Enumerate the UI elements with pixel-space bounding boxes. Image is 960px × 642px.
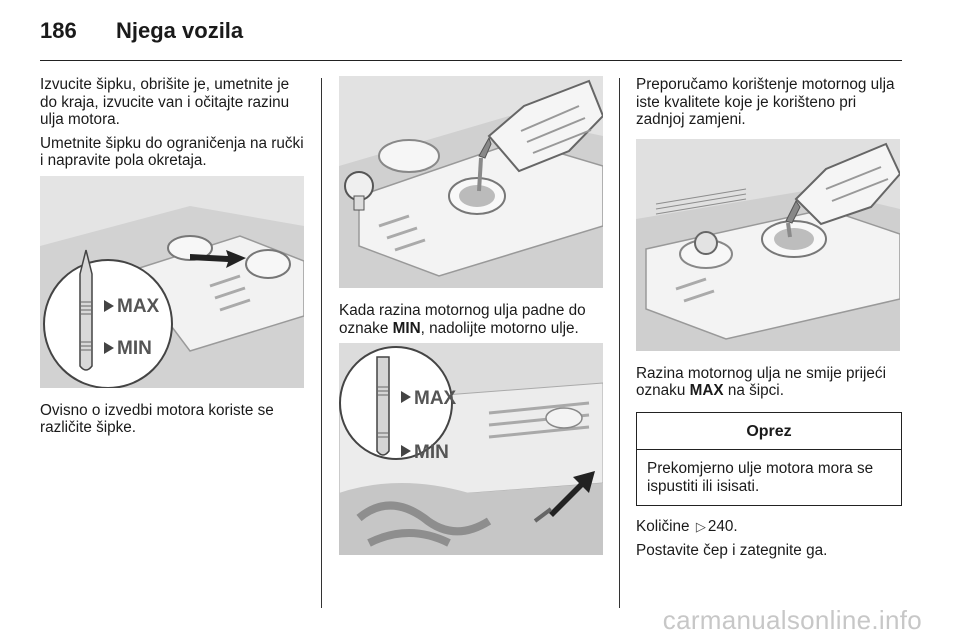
max-level-text	[636, 365, 902, 400]
quantities-label: Količine	[636, 518, 690, 535]
dipstick-location-illustration	[339, 343, 603, 555]
dipstick-instruction-text: Izvucite šipku, obrišite je, umetnite je do kraja, izvucite van i očitajte razinu ulja motora.	[40, 76, 290, 128]
dipstick-variants-text: Ovisno o izvedbi motora koriste se različite šipke.	[40, 401, 274, 436]
oil-refill-illustration	[636, 139, 900, 351]
fig3-min-label: MIN	[414, 442, 449, 463]
column-divider-1	[321, 78, 322, 608]
quantities-page-link[interactable]: 240.	[707, 518, 738, 535]
fig3-max-label: MAX	[414, 388, 457, 409]
fig1-max-label: MAX	[117, 295, 160, 317]
quantities-reference	[636, 518, 902, 536]
min-text-part2: , nadolijte motorno ulje.	[420, 319, 579, 337]
dipstick-illustration	[40, 176, 304, 388]
min-level-text	[339, 302, 604, 337]
header-divider	[40, 60, 902, 61]
page-number: 186	[40, 18, 77, 43]
page-header	[40, 18, 243, 48]
caution-box	[636, 412, 902, 507]
min-keyword: MIN	[392, 319, 421, 337]
page-title: Njega vozila	[116, 18, 244, 43]
column-divider-2	[619, 78, 620, 608]
column-2	[339, 76, 604, 555]
caution-title: Oprez	[637, 413, 901, 451]
column-3	[636, 76, 902, 565]
cap-instruction-text: Postavite čep i zategnite ga.	[636, 541, 828, 559]
min-text-part1: Kada razina motornog ulja padne do oznake	[339, 302, 586, 337]
caution-body: Prekomjerno ulje motora mora se ispustiti ili isisati.	[647, 460, 874, 495]
page-reference-icon: ▷	[695, 519, 706, 534]
fig1-min-label: MIN	[117, 337, 152, 359]
column-1	[40, 76, 306, 443]
dipstick-insert-text: Umetnite šipku do ograničenja na ručki i napravite pola okretaja.	[40, 134, 304, 169]
max-keyword: MAX	[689, 382, 724, 399]
oil-filling-illustration	[339, 76, 603, 288]
oil-quality-text: Preporučamo korištenje motornog ulja iste kvalitete koje je korišteno pri zadnjoj zamjeni.	[636, 76, 895, 128]
max-text-part1: Razina motornog ulja ne smije prijeći oznaku	[636, 364, 886, 399]
watermark: carmanualsonline.info	[662, 605, 922, 635]
max-text-part2: na šipci.	[723, 382, 784, 399]
